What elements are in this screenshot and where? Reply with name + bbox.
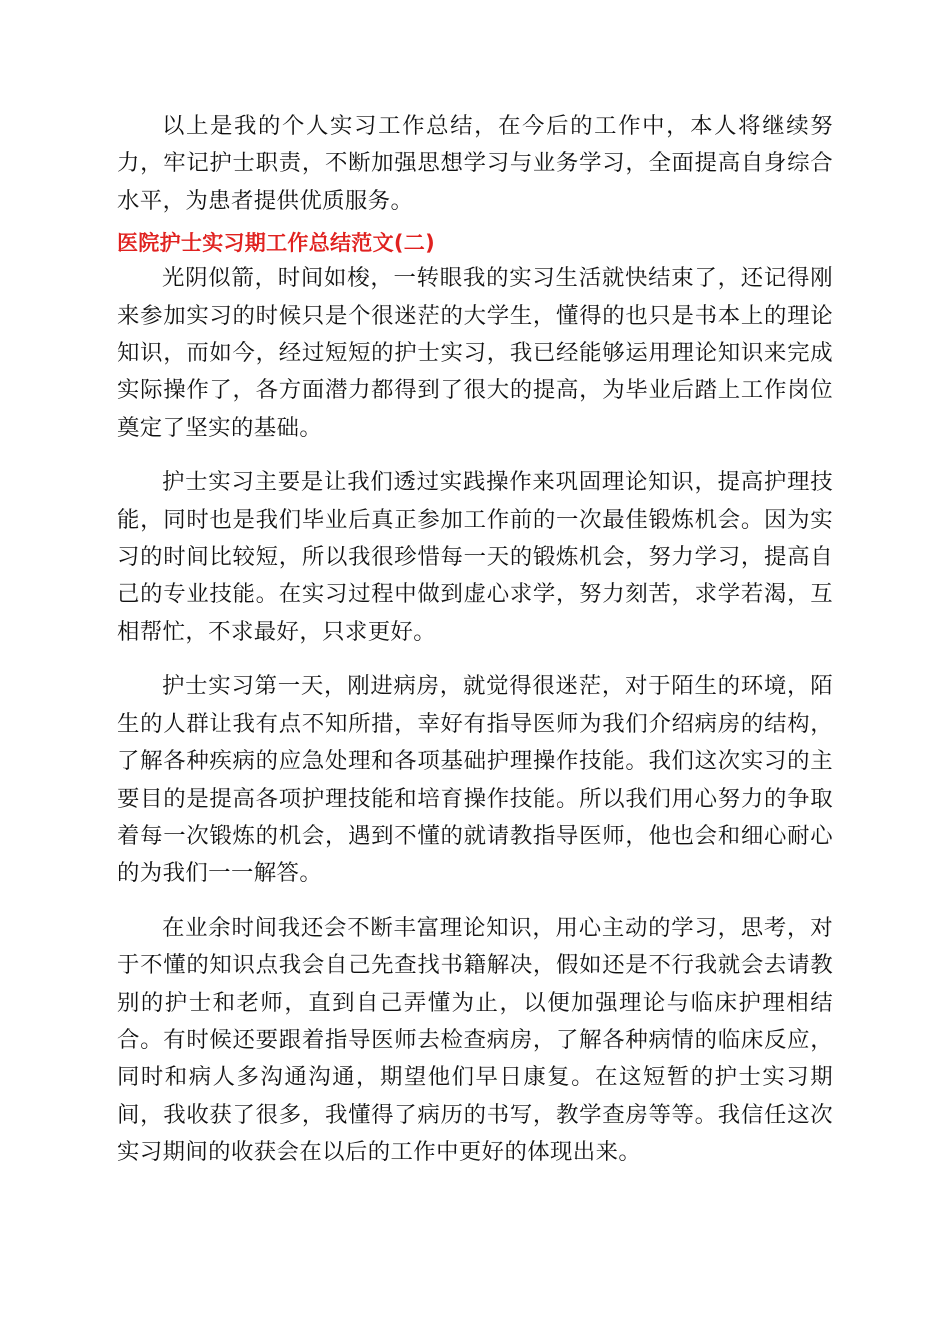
paragraph-3: 护士实习第一天，刚进病房，就觉得很迷茫，对于陌生的环境，陌生的人群让我有点不知所措，幸好有指导医师为我们介绍病房的结构，了解各种疾病的应急处理和各项基础护理操作技能。我们这次实习的主要目的是提高各项护理技能和培育操作技能。所以我们用心努力的争取着每一次锻炼的机会，遇到不懂的就请教指导医师，他也会和细心耐心的为我们一一解答。 <box>117 673 833 887</box>
intro-paragraph: 以上是我的个人实习工作总结，在今后的工作中，本人将继续努力，牢记护士职责，不断加强思想学习与业务学习，全面提高自身综合水平，为患者提供优质服务。 <box>117 113 833 214</box>
paragraph-4: 在业余时间我还会不断丰富理论知识，用心主动的学习，思考，对于不懂的知识点我会自己先查找书籍解决，假如还是不行我就会去请教别的护士和老师，直到自己弄懂为止，以便加强理论与临床护理相结合。有时候还要跟着指导医师去检查病房，了解各种病情的临床反应，同时和病人多沟通沟通，期望他们早日康复。在这短暂的护士实习期间，我收获了很多，我懂得了病历的书写，教学查房等等。我信任这次实习期间的收获会在以后的工作中更好的体现出来。 <box>117 914 833 1166</box>
document-page <box>117 108 833 1172</box>
paragraph-1: 光阴似箭，时间如梭，一转眼我的实习生活就快结束了，还记得刚来参加实习的时候只是个很迷茫的大学生，懂得的也只是书本上的理论知识，而如今，经过短短的护士实习，我已经能够运用理论知识来完成实际操作了，各方面潜力都得到了很大的提高，为毕业后踏上工作岗位奠定了坚实的基础。 <box>117 265 833 441</box>
section-title: 医院护士实习期工作总结范文(二) <box>117 231 435 256</box>
paragraph-2: 护士实习主要是让我们透过实践操作来巩固理论知识，提高护理技能，同时也是我们毕业后真正参加工作前的一次最佳锻炼机会。因为实习的时间比较短，所以我很珍惜每一天的锻炼机会，努力学习，提高自己的专业技能。在实习过程中做到虚心求学，努力刻苦，求学若渴，互相帮忙，不求最好，只求更好。 <box>117 469 833 645</box>
